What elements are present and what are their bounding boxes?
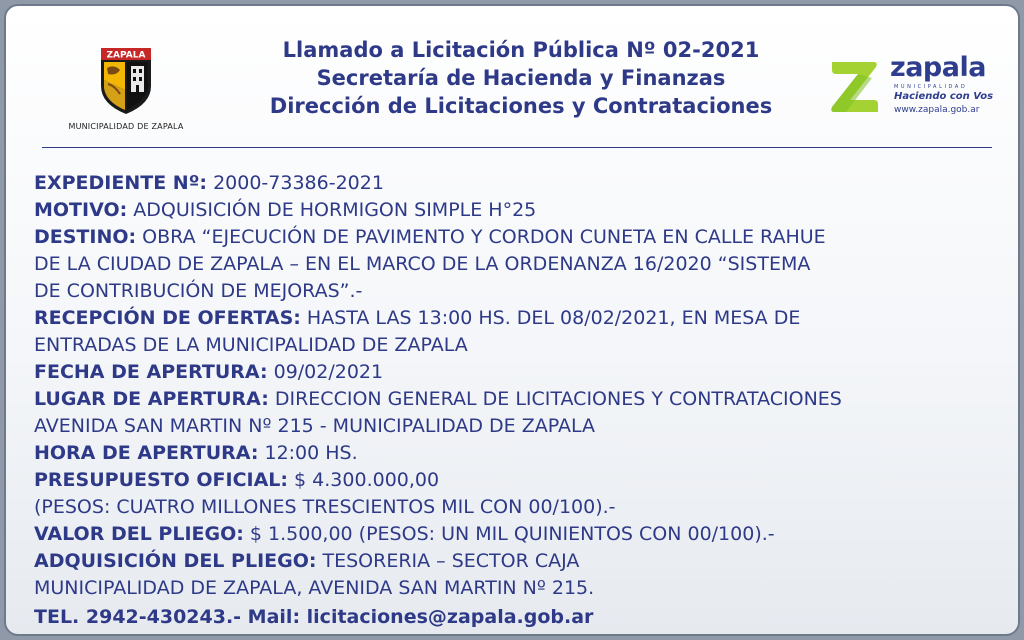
field-adquisicion-pliego-cont: MUNICIPALIDAD DE ZAPALA, AVENIDA SAN MARTIN Nº 215.	[34, 577, 595, 599]
notice-card	[4, 4, 1020, 636]
field-label: RECEPCIÓN DE OFERTAS:	[34, 307, 301, 329]
zapala-brand-logo	[828, 54, 998, 120]
logo-slogan: Haciendo con Vos	[894, 91, 994, 102]
header-secretary: Secretaría de Hacienda y Finanzas	[316, 66, 726, 90]
field-value: 09/02/2021	[267, 361, 384, 383]
field-expediente	[34, 170, 1009, 197]
notice-header	[236, 36, 806, 120]
shield-text: ZAPALA	[106, 50, 146, 61]
field-presupuesto-cont: (PESOS: CUATRO MILLONES TRESCIENTOS MIL CON 00/100).-	[34, 496, 616, 518]
field-recepcion-cont: ENTRADAS DE LA MUNICIPALIDAD DE ZAPALA	[34, 334, 468, 356]
field-recepcion	[34, 305, 1009, 332]
field-value: HASTA LAS 13:00 HS. DEL 08/02/2021, EN MESA DE	[300, 307, 801, 329]
field-label: EXPEDIENTE Nº:	[34, 172, 208, 194]
field-label: LUGAR DE APERTURA:	[34, 388, 269, 410]
field-value: ADQUISICIÓN DE HORMIGON SIMPLE H°25	[127, 199, 537, 221]
field-destino	[34, 224, 1009, 251]
field-label: VALOR DEL PLIEGO:	[34, 523, 244, 545]
field-label: ADQUISICIÓN DEL PLIEGO:	[34, 550, 317, 572]
header-title: Llamado a Licitación Pública Nº 02-2021	[282, 38, 760, 62]
field-value: OBRA “EJECUCIÓN DE PAVIMENTO Y CORDON CUNETA EN CALLE RAHUE	[136, 226, 826, 248]
logo-brand: zapala	[890, 52, 986, 83]
logo-url: www.zapala.gob.ar	[894, 105, 980, 115]
field-hora-apertura	[34, 440, 1009, 467]
logo-muni: MUNICIPALIDAD	[894, 84, 968, 90]
notice-body	[34, 170, 1009, 631]
shield-icon	[98, 46, 154, 116]
field-value: $ 4.300.000,00	[288, 469, 440, 491]
field-value: 2000-73386-2021	[207, 172, 384, 194]
field-destino-cont: DE CONTRIBUCIÓN DE MEJORAS”.-	[34, 280, 363, 302]
field-label: FECHA DE APERTURA:	[34, 361, 268, 383]
field-label: MOTIVO:	[34, 199, 128, 221]
field-lugar-apertura	[34, 386, 1009, 413]
field-label: HORA DE APERTURA:	[34, 442, 259, 464]
header-divider	[42, 147, 992, 148]
contact-line: TEL. 2942-430243.- Mail: licitaciones@zapala.gob.ar	[34, 606, 594, 628]
z-logo-icon	[828, 58, 880, 116]
seal-caption: MUNICIPALIDAD DE ZAPALA	[68, 122, 184, 131]
field-label: DESTINO:	[34, 226, 137, 248]
header-direction: Dirección de Licitaciones y Contrataciones	[269, 94, 773, 118]
field-fecha-apertura	[34, 359, 1009, 386]
field-adquisicion-pliego	[34, 548, 1009, 575]
field-motivo	[34, 197, 1009, 224]
field-value: DIRECCION GENERAL DE LICITACIONES Y CONTRATACIONES	[268, 388, 842, 410]
field-value: $ 1.500,00 (PESOS: UN MIL QUINIENTOS CON 00/100).-	[243, 523, 775, 545]
field-value: 12:00 HS.	[258, 442, 358, 464]
field-value: TESORERIA – SECTOR CAJA	[316, 550, 580, 572]
field-lugar-apertura-cont: AVENIDA SAN MARTIN Nº 215 - MUNICIPALIDAD DE ZAPALA	[34, 415, 596, 437]
field-label: PRESUPUESTO OFICIAL:	[34, 469, 289, 491]
field-presupuesto	[34, 467, 1009, 494]
field-valor-pliego	[34, 521, 1009, 548]
municipal-seal	[46, 46, 206, 131]
field-destino-cont: DE LA CIUDAD DE ZAPALA – EN EL MARCO DE LA ORDENANZA 16/2020 “SISTEMA	[34, 253, 811, 275]
